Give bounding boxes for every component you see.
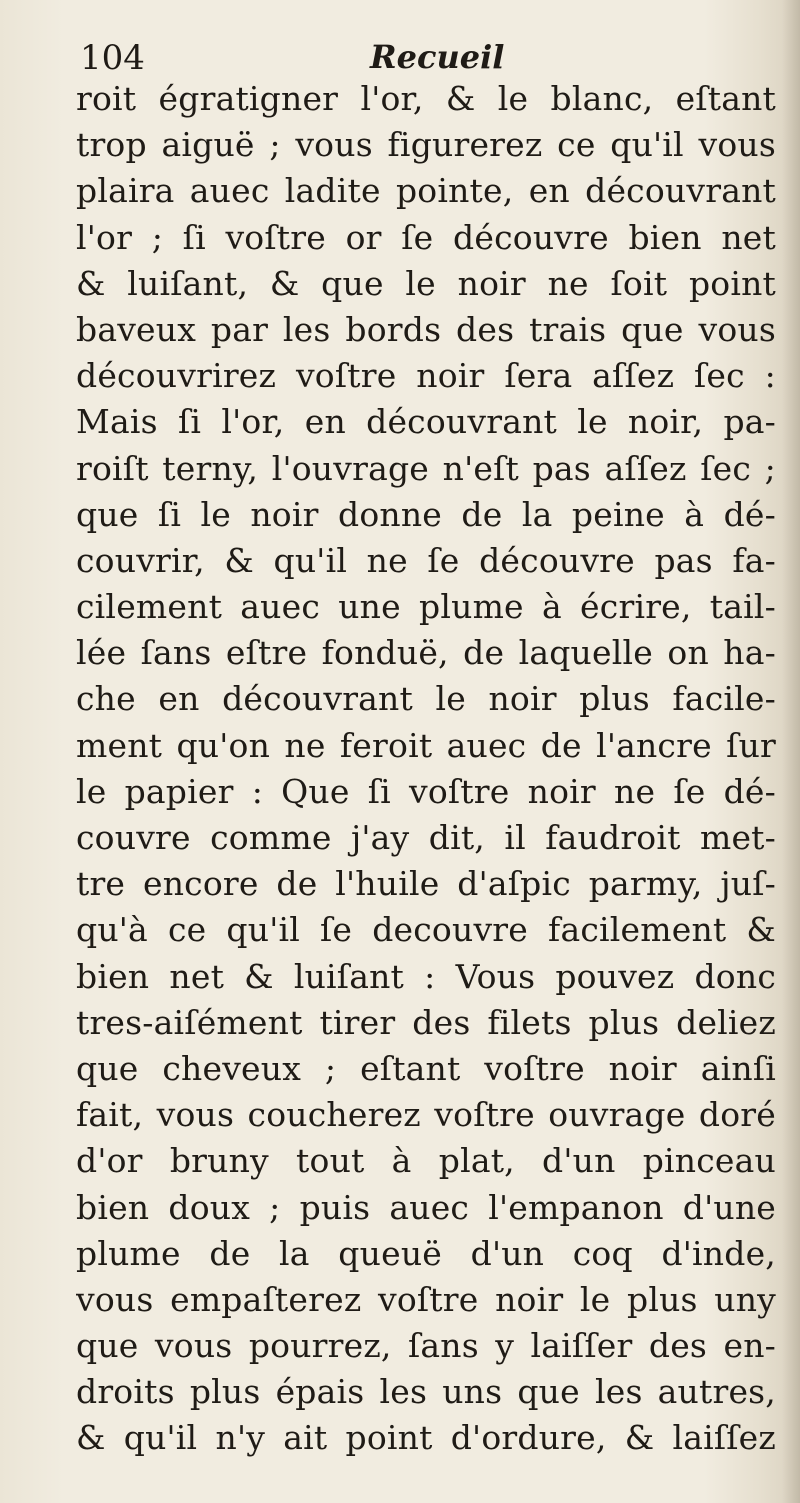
text-line: tres-aiſément tirer des filets plus deliez xyxy=(76,1002,776,1042)
text-line: che en découvrant le noir plus facile- xyxy=(76,679,776,719)
text-line: & qu'il n'y ait point d'ordure, & laiſſez xyxy=(76,1418,776,1458)
text-line: droits plus épais les uns que les autres, xyxy=(76,1372,776,1412)
text-line: plume de la queuë d'un coq d'inde, xyxy=(76,1233,776,1273)
text-line: l'or ; ſi voſtre or ſe découvre bien net xyxy=(76,217,776,257)
text-line: vous empaſterez voſtre noir le plus uny xyxy=(76,1279,776,1319)
text-line: plaira auec ladite pointe, en découvrant xyxy=(76,171,776,211)
text-line: fait, vous coucherez voſtre ouvrage doré xyxy=(76,1095,776,1135)
body-text xyxy=(76,76,776,1462)
page-number: 104 xyxy=(80,38,145,78)
text-line: bien net & luiſant : Vous pouvez donc xyxy=(76,956,776,996)
text-line: trop aiguë ; vous figurerez ce qu'il vous xyxy=(76,125,776,165)
text-line: que ſi le noir donne de la peine à dé- xyxy=(76,494,776,534)
page-edge-shadow xyxy=(782,0,800,1503)
text-line: que vous pourrez, ſans y laiſſer des en- xyxy=(76,1326,776,1366)
text-line: roit égratigner l'or, & le blanc, eſtant xyxy=(76,79,776,118)
text-line: couvre comme j'ay dit, il faudroit met- xyxy=(76,818,776,857)
text-line: qu'à ce qu'il ſe decouvre facilement & xyxy=(76,910,776,950)
page-header xyxy=(80,38,770,78)
text-line: cilement auec une plume à écrire, tail- xyxy=(76,587,776,627)
text-line: & luiſant, & que le noir ne ſoit point xyxy=(76,263,776,303)
text-line: roiſt terny, l'ouvrage n'eſt pas aſſez ſec ; xyxy=(76,448,776,488)
running-head: Recueil xyxy=(370,38,505,76)
text-line: baveux par les bords des trais que vous xyxy=(76,309,776,349)
text-line: tre encore de l'huile d'aſpic parmy, juſ- xyxy=(76,864,776,904)
text-line: découvrirez voſtre noir ſera aſſez ſec : xyxy=(76,356,776,396)
text-line: bien doux ; puis auec l'empanon d'une xyxy=(76,1187,776,1227)
text-line: le papier : Que ſi voſtre noir ne ſe dé- xyxy=(76,771,776,811)
text-line: que cheveux ; eſtant voſtre noir ainſi xyxy=(76,1048,776,1088)
text-line: d'or bruny tout à plat, d'un pinceau xyxy=(76,1141,776,1181)
text-line: lée ſans eſtre fonduë, de laquelle on ha- xyxy=(76,633,776,673)
text-line: couvrir, & qu'il ne ſe découvre pas fa- xyxy=(76,540,776,580)
text-line: Mais ſi l'or, en découvrant le noir, pa- xyxy=(76,402,776,442)
text-line: ment qu'on ne feroit auec de l'ancre ſur xyxy=(76,725,776,765)
